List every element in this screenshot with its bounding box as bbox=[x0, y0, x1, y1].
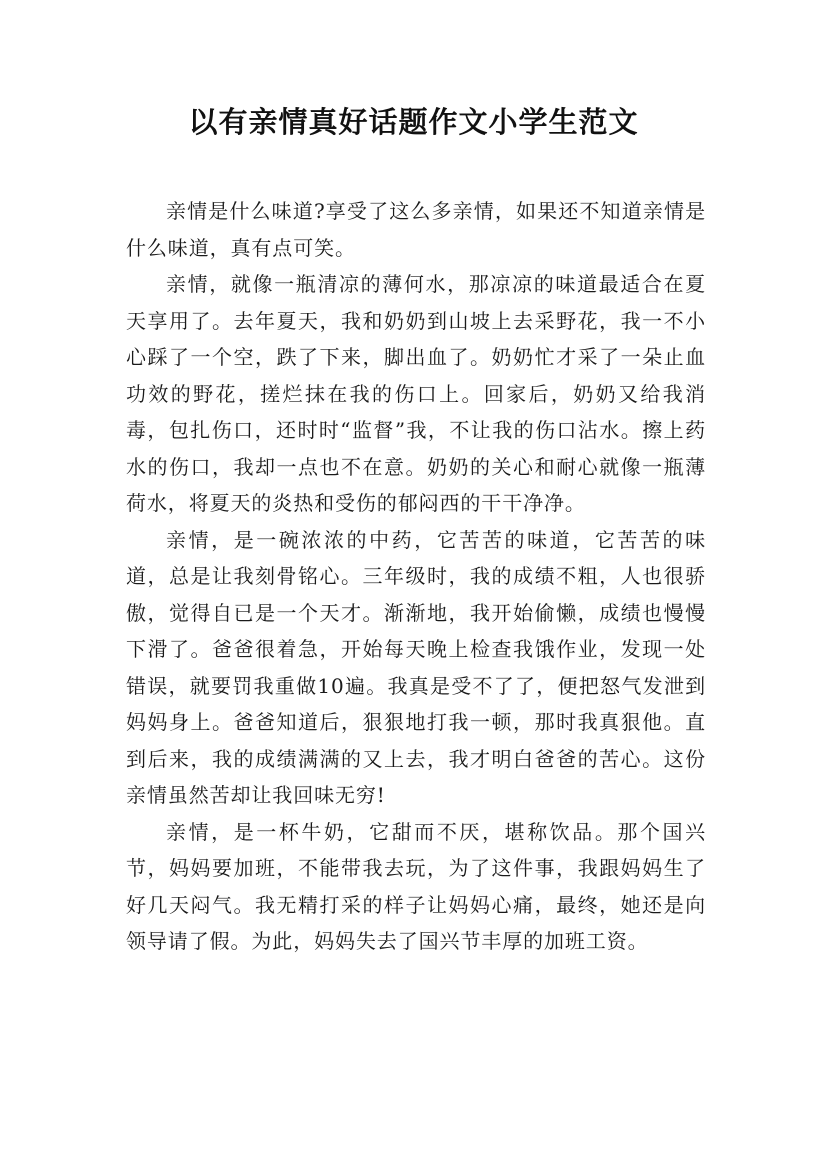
paragraph-1: 亲情是什么味道?享受了这么多亲情，如果还不知道亲情是什么味道，真有点可笑。 bbox=[126, 199, 706, 260]
paragraph-4: 亲情，是一杯牛奶，它甜而不厌，堪称饮品。那个国兴节，妈妈要加班，不能带我去玩，为了这件事，我跟妈妈生了好几天闷气。我无精打采的样子让妈妈心痛，最终，她还是向领导请了假。为此，妈妈失去了国兴节丰厚的加班工资。 bbox=[126, 819, 706, 953]
paragraph-3: 亲情，是一碗浓浓的中药，它苦苦的味道，它苦苦的味道，总是让我刻骨铭心。三年级时，我的成绩不粗，人也很骄傲，觉得自已是一个天才。渐渐地，我开始偷懒，成绩也慢慢下滑了。爸爸很着急，开始每天晚上检查我饿作业，发现一处错误，就要罚我重做10遍。我真是受不了了，便把怒气发泄到妈妈身上。爸爸知道后，狠狠地打我一顿，那时我真狠他。直到后来，我的成绩满满的又上去，我才明白爸爸的苦心。这份亲情虽然苦却让我回味无穷! bbox=[126, 527, 706, 807]
document-body bbox=[126, 193, 706, 960]
document-title: 以有亲情真好话题作文小学生范文 bbox=[188, 105, 639, 139]
paragraph-2: 亲情，就像一瓶清凉的薄何水，那凉凉的味道最适合在夏天享用了。去年夏天，我和奶奶到山坡上去采野花，我一不小心踩了一个空，跌了下来，脚出血了。奶奶忙才采了一朵止血功效的野花，搓烂抹在我的伤口上。回家后，奶奶又给我消毒，包扎伤口，还时时“监督”我，不让我的伤口沾水。擦上药水的伤口，我却一点也不在意。奶奶的关心和耐心就像一瓶薄荷水，将夏天的炎热和受伤的郁闷西的干干净净。 bbox=[126, 272, 706, 515]
